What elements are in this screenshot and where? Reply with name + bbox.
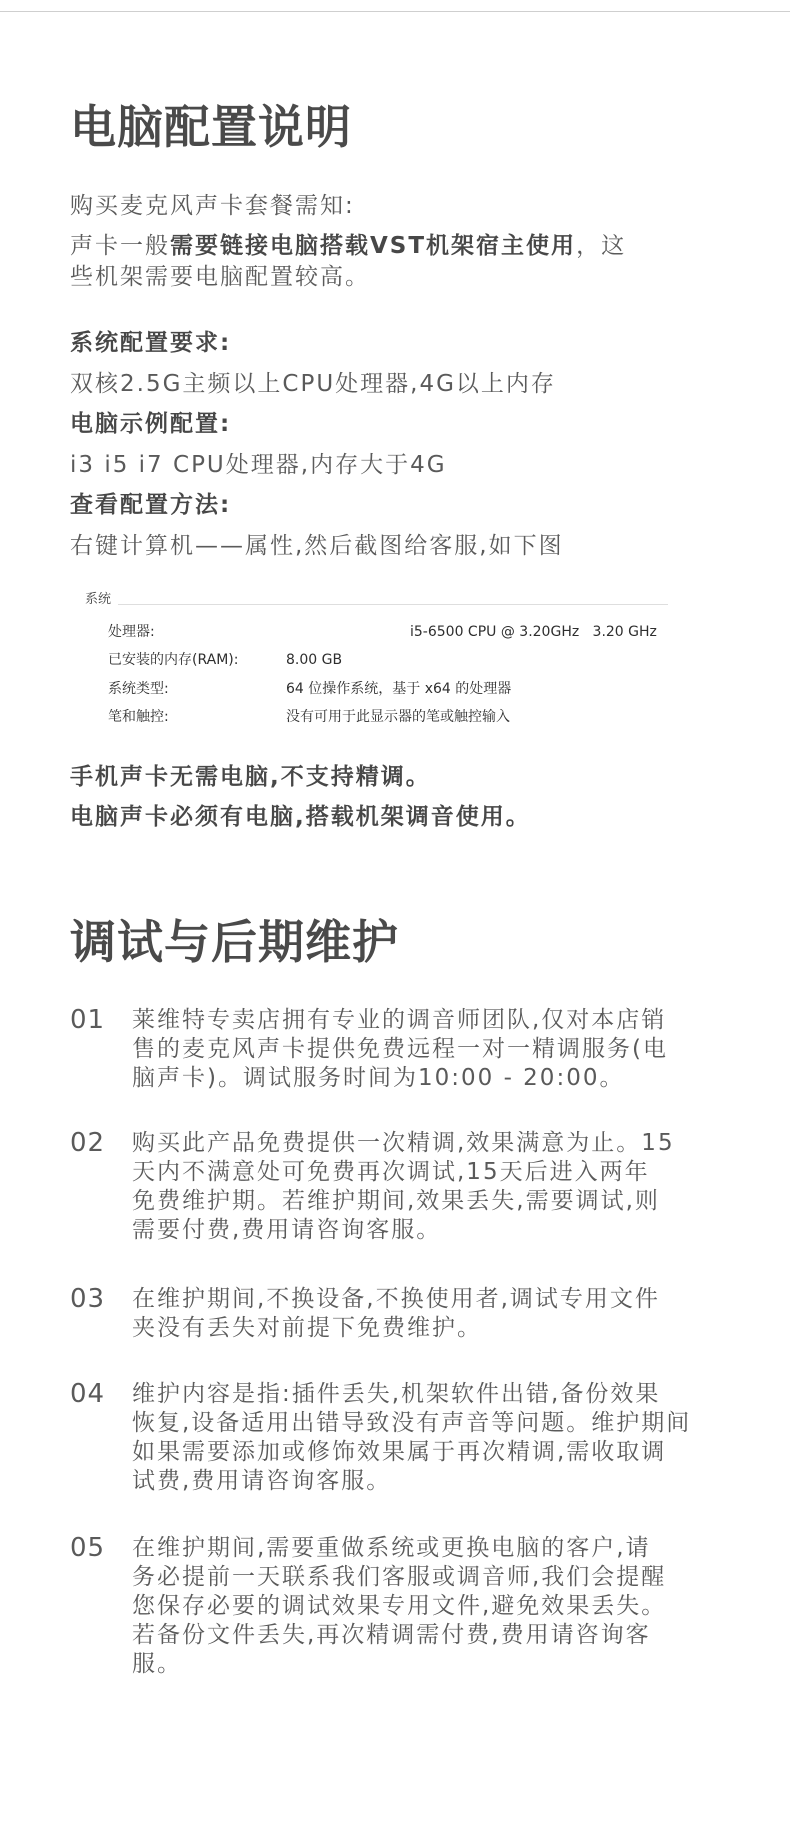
system-row-value: i5-6500 CPU @ 3.20GHz 3.20 GHz xyxy=(410,624,657,640)
system-row-pen-touch xyxy=(108,707,708,727)
top-divider xyxy=(0,11,790,12)
requirement-text-system: 双核2.5G主频以上CPU处理器,4G以上内存 xyxy=(70,370,556,397)
note-text-after: ，这 xyxy=(576,233,627,259)
item-number: 03 xyxy=(70,1284,106,1314)
system-panel-divider xyxy=(118,604,668,605)
sound-card-note xyxy=(70,231,626,293)
requirement-text-example: i3 i5 i7 CPU处理器,内存大于4G xyxy=(70,451,447,478)
item-number: 01 xyxy=(70,1005,106,1035)
note-text-emphasis: 需要链接电脑搭载VST机架宿主使用 xyxy=(170,233,577,259)
system-row-system-type xyxy=(108,679,708,699)
item-line: 若备份文件丢失,再次精调需付费,费用请咨询客 xyxy=(132,1622,651,1648)
item-number: 02 xyxy=(70,1128,106,1158)
requirement-heading-system: 系统配置要求: xyxy=(70,330,232,356)
system-panel-header: 系统 xyxy=(85,592,112,607)
usage-note-mobile: 手机声卡无需电脑,不支持精调。 xyxy=(70,764,431,790)
item-number: 05 xyxy=(70,1533,106,1563)
item-number: 04 xyxy=(70,1379,106,1409)
item-line: 恢复,设备适用出错导致没有声音等问题。维护期间 xyxy=(132,1410,692,1436)
item-line: 维护内容是指:插件丢失,机架软件出错,备份效果 xyxy=(132,1381,661,1407)
item-text xyxy=(132,1129,675,1245)
config-section-title: 电脑配置说明 xyxy=(70,100,352,154)
item-line: 您保存必要的调试效果专用文件,避免效果丢失。 xyxy=(132,1593,667,1619)
requirements-list xyxy=(70,323,564,567)
item-text xyxy=(132,1534,666,1679)
requirement-heading-method: 查看配置方法: xyxy=(70,492,232,519)
item-line: 夹没有丢失对前提下免费维护。 xyxy=(132,1315,482,1341)
purchase-notice-intro: 购买麦克风声卡套餐需知: xyxy=(70,193,355,219)
requirement-text-method: 右键计算机——属性,然后截图给客服,如下图 xyxy=(70,532,564,559)
item-line: 天内不满意处可免费再次调试,15天后进入两年 xyxy=(132,1159,650,1185)
item-line: 务必提前一天联系我们客服或调音师,我们会提醒 xyxy=(132,1564,667,1590)
system-row-value: 8.00 GB xyxy=(286,652,343,668)
item-line: 试费,费用请咨询客服。 xyxy=(132,1468,392,1494)
sound-card-note-line-1 xyxy=(70,231,626,262)
usage-notes xyxy=(70,757,531,837)
item-line: 脑声卡)。调试服务时间为10:00 - 20:00。 xyxy=(132,1065,625,1091)
item-line: 服。 xyxy=(132,1651,182,1677)
system-row-value: 没有可用于此显示器的笔或触控输入 xyxy=(286,709,510,725)
maintenance-section-title: 调试与后期维护 xyxy=(70,915,399,969)
item-line: 莱维特专卖店拥有专业的调音师团队,仅对本店销 xyxy=(132,1007,667,1033)
item-line: 在维护期间,不换设备,不换使用者,调试专用文件 xyxy=(132,1286,660,1312)
system-row-processor xyxy=(108,622,708,642)
note-text-before: 声卡一般 xyxy=(70,233,170,259)
item-text xyxy=(132,1380,691,1496)
system-row-label: 已安装的内存(RAM): xyxy=(108,652,239,668)
item-line: 在维护期间,需要重做系统或更换电脑的客户,请 xyxy=(132,1535,651,1561)
item-line: 如果需要添加或修饰效果属于再次精调,需收取调 xyxy=(132,1439,667,1465)
sound-card-note-line-2: 些机架需要电脑配置较高。 xyxy=(70,264,370,290)
system-row-label: 笔和触控: xyxy=(108,709,169,725)
system-row-label: 处理器: xyxy=(108,624,155,640)
system-row-memory xyxy=(108,650,708,670)
item-line: 需要付费,费用请咨询客服。 xyxy=(132,1217,442,1243)
item-line: 免费维护期。若维护期间,效果丢失,需要调试,则 xyxy=(132,1188,660,1214)
system-row-value: 64 位操作系统，基于 x64 的处理器 xyxy=(286,681,512,697)
item-text xyxy=(132,1285,660,1343)
usage-note-computer: 电脑声卡必须有电脑,搭载机架调音使用。 xyxy=(70,804,531,830)
item-line: 售的麦克风声卡提供免费远程一对一精调服务(电 xyxy=(132,1036,668,1062)
requirement-heading-example: 电脑示例配置: xyxy=(70,411,232,438)
item-text xyxy=(132,1006,668,1093)
item-line: 购买此产品免费提供一次精调,效果满意为止。15 xyxy=(132,1130,675,1156)
system-row-label: 系统类型: xyxy=(108,681,169,697)
